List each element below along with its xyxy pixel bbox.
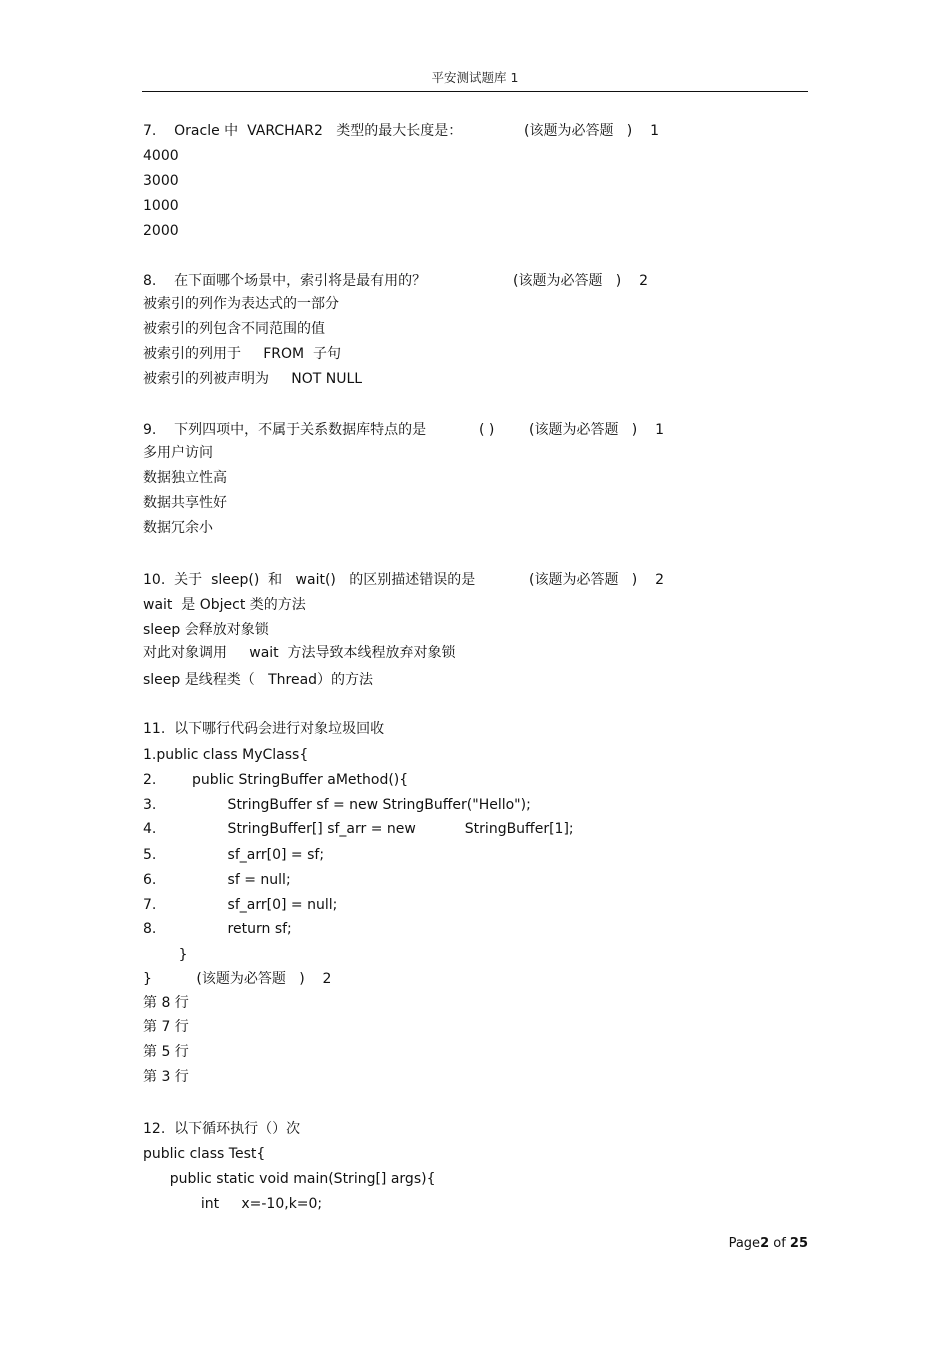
question-9-option: 数据冗余小 (143, 520, 213, 536)
code-line: 7. sf_arr[0] = null; (143, 897, 338, 913)
question-11-option: 第 7 行 (143, 1019, 189, 1035)
header-rule (142, 91, 808, 92)
code-line: 1.public class MyClass{ (143, 747, 309, 763)
code-line: 5. sf_arr[0] = sf; (143, 847, 325, 863)
footer-prefix: Page (728, 1236, 761, 1251)
footer-of: of (769, 1236, 790, 1251)
question-11-option: 第 5 行 (143, 1044, 189, 1060)
code-line: } (143, 947, 188, 963)
footer-page-total: 25 (789, 1236, 808, 1251)
question-9-tag: (该题为必答题 ) 1 (529, 422, 664, 438)
question-10-stem: 10. 关于 sleep() 和 wait() 的区别描述错误的是 (143, 572, 476, 588)
question-11-option: 第 8 行 (143, 995, 189, 1011)
question-10-option: wait 是 Object 类的方法 (143, 597, 306, 613)
code-line: public static void main(String[] args){ (143, 1171, 436, 1187)
question-7-option: 1000 (143, 198, 179, 214)
page-header-title: 平安测试题库 1 (431, 70, 519, 85)
question-9-option: 多用户访问 (143, 445, 213, 461)
question-10-option: 对此对象调用 wait 方法导致本线程放弃对象锁 (143, 645, 456, 661)
question-7-option: 2000 (143, 223, 179, 239)
code-line: 2. public StringBuffer aMethod(){ (143, 772, 409, 788)
code-line: 4. StringBuffer[] sf_arr = new StringBuffer[1]; (143, 821, 574, 837)
question-11-tag: } (该题为必答题 ) 2 (143, 971, 332, 987)
question-8-tag: (该题为必答题 ) 2 (513, 273, 648, 289)
question-12-stem: 12. 以下循环执行（）次 (143, 1121, 301, 1137)
question-11-option: 第 3 行 (143, 1069, 189, 1085)
question-9-stem: 9. 下列四项中，不属于关系数据库特点的是 (143, 422, 427, 438)
question-8-option: 被索引的列用于 FROM 子句 (143, 346, 342, 362)
question-7-option: 3000 (143, 173, 179, 189)
question-9-option: 数据共享性好 (143, 495, 227, 511)
question-10-option: sleep 会释放对象锁 (143, 622, 269, 638)
code-line: 3. StringBuffer sf = new StringBuffer("Hello"); (143, 797, 531, 813)
question-10-option: sleep 是线程类（ Thread）的方法 (143, 672, 374, 688)
question-7-option: 4000 (143, 148, 179, 164)
code-line: 8. return sf; (143, 921, 292, 937)
question-9-paren: ( ) (479, 422, 495, 438)
page-footer (729, 1236, 808, 1251)
question-11-stem: 11. 以下哪行代码会进行对象垃圾回收 (143, 721, 385, 737)
question-8-option: 被索引的列包含不同范围的值 (143, 321, 325, 337)
code-line: 6. sf = null; (143, 872, 291, 888)
code-line: int x=-10,k=0; (143, 1196, 323, 1212)
question-8-option: 被索引的列被声明为 NOT NULL (143, 371, 363, 387)
code-line: public class Test{ (143, 1146, 266, 1162)
footer-page-number: 2 (760, 1236, 770, 1251)
question-10-tag: (该题为必答题 ) 2 (529, 572, 664, 588)
question-8-stem: 8. 在下面哪个场景中，索引将是最有用的？ (143, 273, 427, 289)
question-7-tag: (该题为必答题 ) 1 (524, 123, 659, 139)
question-8-option: 被索引的列作为表达式的一部分 (143, 296, 339, 312)
question-7-stem: 7. Oracle 中 VARCHAR2 类型的最大长度是： (143, 123, 463, 139)
question-9-option: 数据独立性高 (143, 470, 227, 486)
